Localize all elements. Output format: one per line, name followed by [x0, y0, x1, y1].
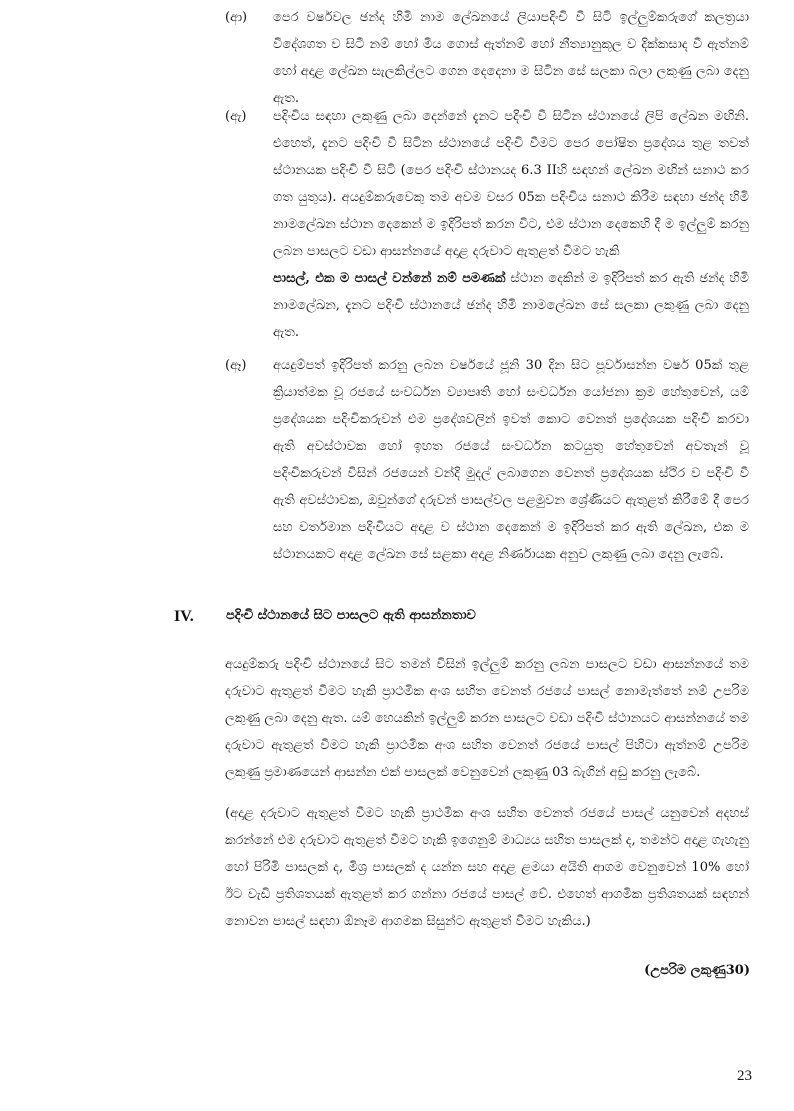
section-heading: [0, 608, 794, 632]
section-number: IV.: [174, 608, 194, 625]
item-text-part: ස්ථාන දෙකින් ම ඉදිරිපත් කර ඇති ඡන්ද හිමි නාමලේඛන, දැනට පදිංචි ස්ථානයේ ඡන්ද හිමි නාමලේඛන සේ සලකා ලකුණු ලබා දෙනු ඇත.: [273, 271, 750, 340]
paragraph-note: (අදාළ දරුවාට ඇතුළත් වීමට හැකි ප්‍රාථමික අංශ සහිත වෙනත් රජයේ පාසල් යනුවෙන් අදහස් කරන්නේ එම දරුවාට ඇතුළත් වීමට හැකි ඉගෙනුම් මාධ්‍යය සහිත පාසලක් ද, තමන්ට අදාළ ගැහැනු හෝ පිරිමි පාසලක් ද, මිශ්‍ර පාසලක් ද යන්න සහ අදාළ ළමයා අයිති ආගම වෙනුවෙන් 10% හෝ ඊට වැඩි ප්‍රතිශතයක් ඇතුළත් කර ගන්නා රජයේ පාසල් වේ. එහෙත් ආගමික ප්‍රතිශතයක් සඳහන් නොවන පාසල් සඳහා ඕනෑම ආගමක සිසුන්ට ඇතුළත් වීමට හැකිය.): [225, 806, 749, 929]
section-title: පදිංචි ස්ථානයේ සිට පාසලට ඇති ආසන්නතාව: [226, 608, 476, 623]
item-text: අයදුම්පත් ඉදිරිපත් කරනු ලබන වර්ෂයේ ජූනි 30 දින සිට පූර්වාසන්න වර්ෂ 05ක් තුළ ක්‍රියාත්මක වූ රජයේ සංවර්ධන ව්‍යාපෘති හෝ සංවර්ධන යෝජනා ක්‍රම හේතුවෙන්, යම් ප්‍රදේශයක පදිංචිකරුවන් එම ප්‍රදේශවලින් ඉවත් කොට වෙනත් ප්‍රදේශයක පදිංචි කරවා ඇති අවස්ථාවක හෝ ඉහත රජයේ සංවර්ධන කටයුතු හේතුවෙන් අවතැන් වූ පදිංචිකරුවන් විසින් රජයෙන් වන්දි මුදල් ලබාගෙන වෙනත් ප්‍රදේශයක ස්ථිර ව පදිංචි වී ඇති අවස්ථාවක, ඔවුන්ගේ දරුවන් පාසල්වල පළමුවන ශ්‍රේණියට ඇතුළත් කිරීමේ දී පෙර සහ වර්තමාන පදිංචියට අදාළ ව ස්ථාන දෙකෙන් ම ඉදිරිපත් කර ඇති ලේඛන, එක ම ස්ථානයකට අදාළ ලේඛන සේ සළකා අදාළ නිර්ණායක අනුව ලකුණු ලබා දෙනු ලැබේ.: [273, 358, 749, 562]
item-label: (ඈ): [225, 358, 247, 373]
max-marks: (උපරිම ලකුණු30): [644, 963, 750, 978]
page-number: 23: [737, 1068, 752, 1084]
item-text: [273, 103, 749, 346]
item-text-part: පදිංචිය සඳහා ලකුණු ලබා දෙන්නේ දැනට පදිංචි වී සිටින ස්ථානයේ ලිපි ලේඛන මඟිනි. එහෙත්, දැනට පදිංචි වී සිටින ස්ථානයේ පදිංචි වීමට පෙර පෝෂිත ප්‍රදේශය තුළ තවත් ස්ථානයක පදිංචි වී සිටි (පෙර පදිංචි ස්ථානයද 6.3 IIහි සඳහන් ලේඛන මඟින් සනාථ කර ගත යුතුය). අයදුම්කරුවෙකු තම අවම වසර 05ක පදිංචිය සනාථ කිරීම සඳහා ඡන්ද හිමි නාමලේඛන ස්ථාන දෙකෙන් ම ඉදිරිපත් කරන විට, එම ස්ථාන දෙකෙහි දී ම ඉල්ලුම් කරනු ලබන පාසලට වඩා ආසන්නයේ අදාළ දරුවාට ඇතුළත් වීමට හැකි: [273, 109, 749, 259]
item-text-emphasis: පාසල්, එක ම පාසල් වන්නේ නම් පමණක්: [273, 271, 506, 286]
item-text: පෙර වර්ෂවල ඡන්ද හිමි නාම ලේඛනයේ ලියාපදිංචි වී සිටි ඉල්ලුම්කරුගේ කලත්‍රයා විදේශගත ව සිටී නම් හෝ මිය ගොස් ඇත්නම් හෝ නීත්‍යානුකූල ව දික්කසාද වී ඇත්නම් හෝ අදාළ ලේඛන සැලකිල්ලට ගෙන දෙදෙනා ම සිටින සේ සලකා බලා ලකුණු ලබා දෙනු ඇත.: [273, 10, 749, 106]
item-label: (ඇ): [225, 109, 247, 124]
item-label: (ආ): [225, 10, 248, 25]
paragraph-proximity: අයදුම්කරු පදිංචි ස්ථානයේ සිට තමන් විසින් ඉල්ලුම් කරනු ලබන පාසලට වඩා ආසන්නයේ තම දරුවාට ඇතුළත් වීමට හැකි ප්‍රාථමික අංශ සහිත වෙනත් රජයේ පාසල් නොමැත්තේ නම් උපරිම ලකුණු ලබා දෙනු ඇත. යම් හෙයකින් ඉල්ලුම් කරන පාසලට වඩා පදිංචි ස්ථානයට ආසන්නයේ තම දරුවාට ඇතුළත් වීමට හැකි ප්‍රාථමික අංශ සහිත වෙනත් රජයේ පාසල් පිහිටා ඇත්නම් උපරිම ලකුණු ප්‍රමාණයෙන් ආසන්න එක් පාසලක් වෙනුවෙන් ලකුණු 03 බැගින් අඩු කරනු ලැබේ.: [225, 657, 749, 780]
